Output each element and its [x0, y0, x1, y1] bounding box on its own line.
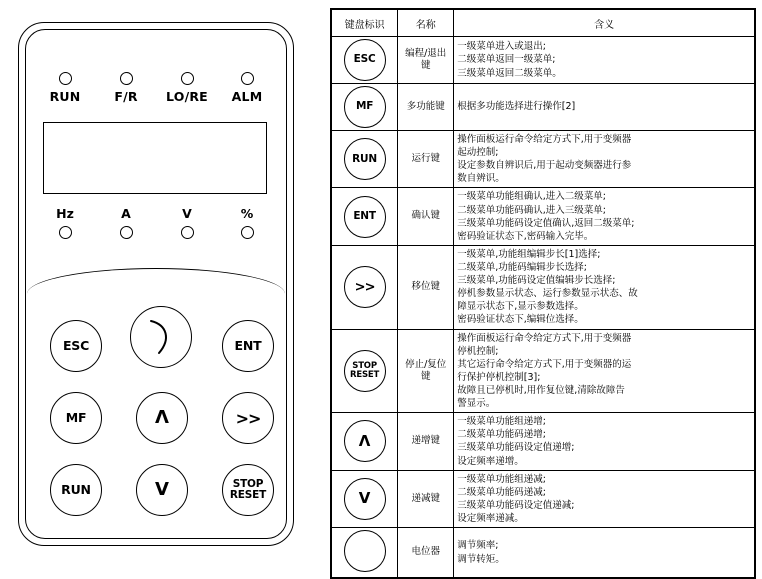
- led-indicator-icon: [59, 226, 72, 239]
- table-row: [332, 131, 755, 188]
- unit-led-row: [38, 206, 274, 250]
- row-meaning-cell: 操作面板运行命令给定方式下,用于变频器 停机控制; 其它运行命令给定方式下,用于变频器的运 行保护停机控制[3]; 故障且已停机时,用作复位键,清除故障告 警显示。: [454, 329, 755, 413]
- up-arrow-key-icon: Λ: [344, 420, 386, 462]
- header-meaning: 含义: [454, 10, 755, 37]
- row-meaning-cell: 根据多功能选择进行操作[2]: [454, 84, 755, 131]
- led-indicator-icon: [241, 72, 254, 85]
- row-key-cell: [332, 37, 398, 84]
- row-name-cell: 递减键: [398, 470, 454, 527]
- header-name: 名称: [398, 10, 454, 37]
- row-meaning-cell: 一级菜单功能组递增; 二级菜单功能码递增; 三级菜单功能码设定值递增; 设定频率递增。: [454, 413, 755, 470]
- row-meaning-cell: 调节频率; 调节转矩。: [454, 528, 755, 578]
- reset-label: RESET: [229, 489, 267, 501]
- row-name-cell: 多功能键: [398, 84, 454, 131]
- status-led-label: F/R: [114, 89, 138, 104]
- led-indicator-icon: [59, 72, 72, 85]
- status-led-label: ALM: [231, 89, 263, 104]
- status-led-row: [38, 72, 274, 116]
- row-key-cell: [332, 528, 398, 578]
- knob-pointer-icon: [131, 307, 191, 367]
- unit-led-percent: [220, 206, 274, 239]
- potentiometer-knob-icon: [344, 530, 386, 572]
- down-arrow-key[interactable]: [136, 464, 188, 516]
- table-row: [332, 470, 755, 527]
- table-row: [332, 84, 755, 131]
- esc-key-icon: ESC: [62, 338, 90, 354]
- run-key[interactable]: [50, 464, 102, 516]
- led-indicator-icon: [120, 72, 133, 85]
- shift-key-icon: >>: [344, 266, 386, 308]
- unit-led-label: A: [121, 206, 131, 221]
- status-led-alm: [220, 72, 274, 104]
- shift-key-icon: >>: [235, 408, 261, 428]
- row-meaning-cell: 一级菜单进入或退出; 二级菜单返回一级菜单; 三级菜单返回二级菜单。: [454, 37, 755, 84]
- run-key-icon: RUN: [61, 482, 91, 498]
- table-row: [332, 413, 755, 470]
- status-led-label: RUN: [49, 89, 81, 104]
- shift-key[interactable]: [222, 392, 274, 444]
- row-key-cell: [332, 413, 398, 470]
- table-row: [332, 329, 755, 413]
- lcd-display: [43, 122, 267, 194]
- ent-key-icon: ENT: [344, 196, 386, 238]
- header-key-mark: 键盘标识: [332, 10, 398, 37]
- row-key-cell: [332, 245, 398, 329]
- row-meaning-cell: 一级菜单功能组确认,进入二级菜单; 二级菜单功能码确认,进入三级菜单; 三级菜单功能码设定值确认,返回二级菜单; 密码验证状态下,密码输入完毕。: [454, 188, 755, 245]
- led-indicator-icon: [120, 226, 133, 239]
- status-led-label: LO/RE: [166, 89, 208, 104]
- row-meaning-cell: 一级菜单,功能组编辑步长[1]选择; 二级菜单,功能码编辑步长选择; 三级菜单,功能码设定值编辑步长选择; 停机参数显示状态、运行参数显示状态、故 障显示状态下,显示参数选择。 密码验证状态下,编辑位选择。: [454, 245, 755, 329]
- esc-key-icon: ESC: [344, 39, 386, 81]
- keypad-figure: [8, 10, 318, 560]
- table-header-row: [332, 10, 755, 37]
- unit-led-hz: [38, 206, 92, 239]
- key-function-table: [330, 8, 756, 579]
- row-name-cell: 移位键: [398, 245, 454, 329]
- table-row: [332, 245, 755, 329]
- status-led-run: [38, 72, 92, 104]
- stop-label: STOP: [232, 477, 264, 490]
- row-name-cell: 停止/复位键: [398, 329, 454, 413]
- unit-led-label: Hz: [56, 206, 74, 221]
- row-key-cell: [332, 131, 398, 188]
- row-meaning-cell: 操作面板运行命令给定方式下,用于变频器 起动控制; 设定参数自辨识后,用于起动变频器进行参 数自辨识。: [454, 131, 755, 188]
- unit-led-a: [99, 206, 153, 239]
- run-key-icon: RUN: [344, 138, 386, 180]
- status-led-fr: [99, 72, 153, 104]
- stop-reset-key-icon: STOP RESET: [344, 350, 386, 392]
- up-arrow-key[interactable]: [136, 392, 188, 444]
- stop-reset-key[interactable]: [222, 464, 274, 516]
- led-indicator-icon: [181, 226, 194, 239]
- potentiometer-knob[interactable]: [130, 306, 192, 368]
- table-row: [332, 528, 755, 578]
- led-indicator-icon: [181, 72, 194, 85]
- unit-led-label: V: [182, 206, 192, 221]
- down-arrow-key-icon: V: [155, 479, 169, 500]
- ent-key-icon: ENT: [234, 338, 262, 354]
- row-meaning-cell: 一级菜单功能组递减; 二级菜单功能码递减; 三级菜单功能码设定值递减; 设定频率递减。: [454, 470, 755, 527]
- table-row: [332, 37, 755, 84]
- row-key-cell: [332, 84, 398, 131]
- ent-key[interactable]: [222, 320, 274, 372]
- row-key-cell: [332, 188, 398, 245]
- status-led-lore: [160, 72, 214, 104]
- unit-led-label: %: [240, 206, 254, 221]
- mf-key-icon: MF: [65, 410, 87, 426]
- row-key-cell: [332, 470, 398, 527]
- stop-reset-key-icon: [230, 479, 266, 501]
- up-arrow-key-icon: Λ: [155, 407, 169, 428]
- row-name-cell: 递增键: [398, 413, 454, 470]
- mf-key[interactable]: [50, 392, 102, 444]
- table-row: [332, 188, 755, 245]
- row-name-cell: 编程/退出键: [398, 37, 454, 84]
- mf-key-icon: MF: [344, 86, 386, 128]
- row-key-cell: [332, 329, 398, 413]
- unit-led-v: [160, 206, 214, 239]
- row-name-cell: 电位器: [398, 528, 454, 578]
- down-arrow-key-icon: V: [344, 478, 386, 520]
- row-name-cell: 运行键: [398, 131, 454, 188]
- led-indicator-icon: [241, 226, 254, 239]
- row-name-cell: 确认键: [398, 188, 454, 245]
- esc-key[interactable]: [50, 320, 102, 372]
